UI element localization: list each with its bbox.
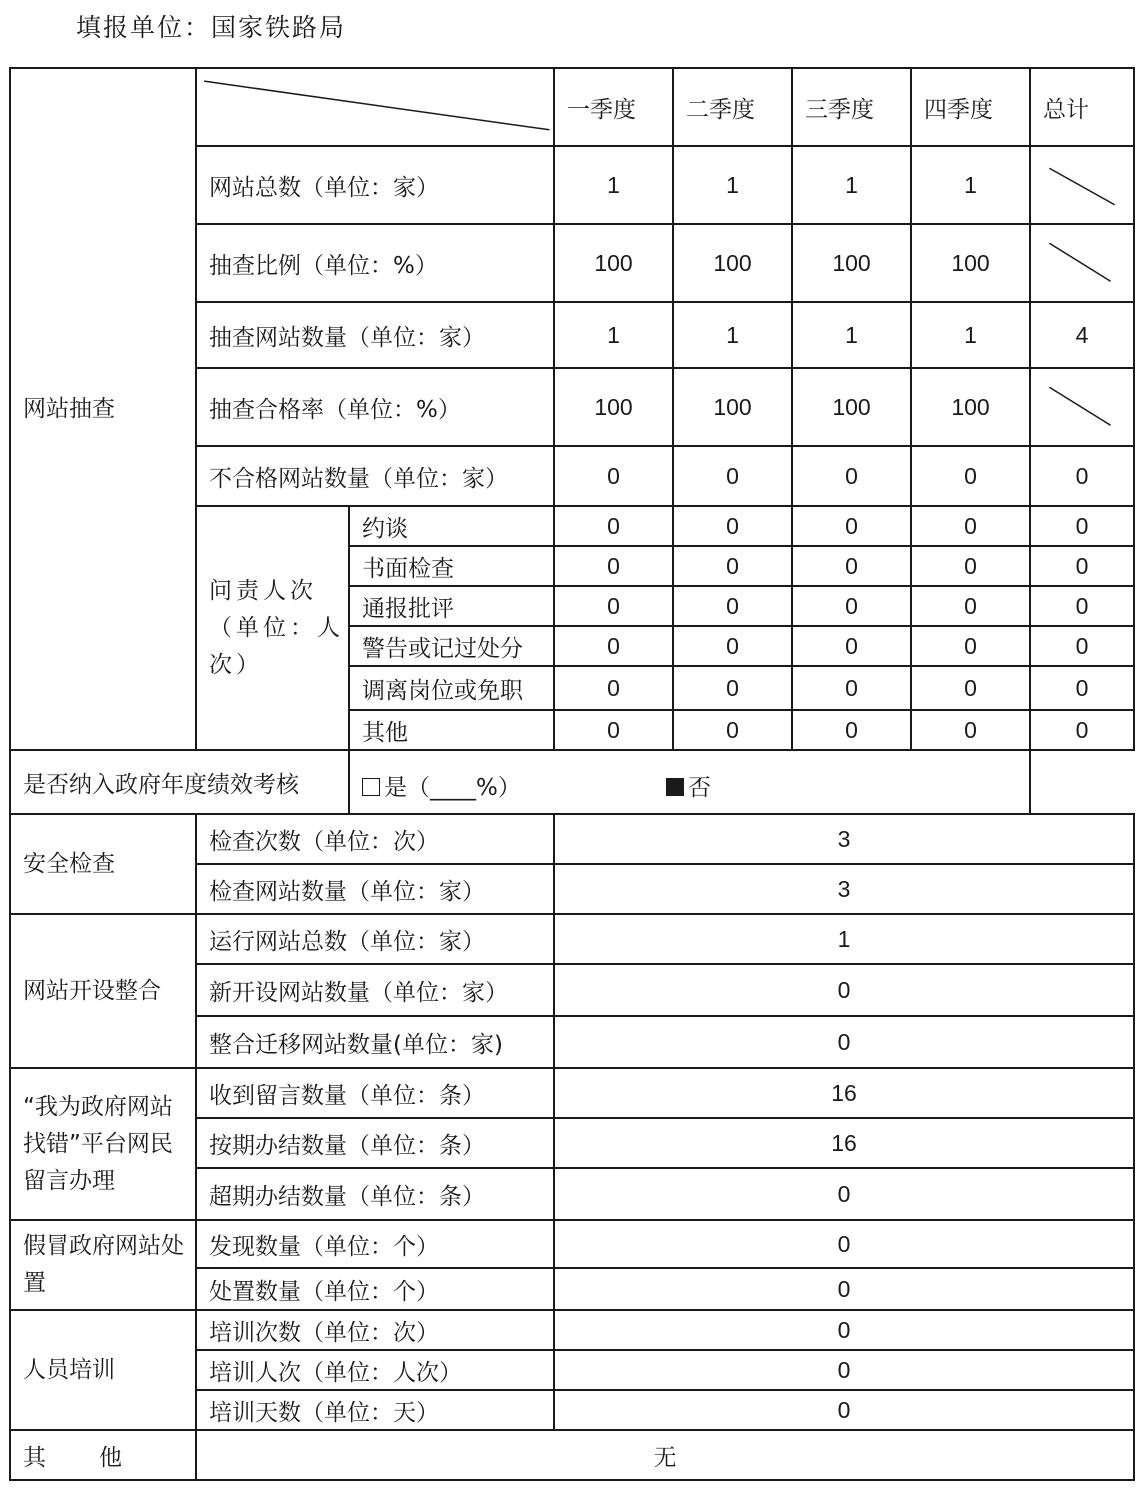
performance-row	[10, 750, 1134, 814]
cell-value: 0	[554, 1168, 1134, 1220]
cell-value: 0	[673, 506, 792, 546]
diagonal-line	[1031, 225, 1133, 301]
cell-value: 1	[792, 302, 911, 368]
cell-value: 100	[554, 224, 673, 302]
cell-value: 0	[554, 626, 673, 666]
cell-value: 0	[554, 1268, 1134, 1310]
row-label: 处置数量（单位：个）	[196, 1268, 554, 1310]
cell-value: 0	[1030, 506, 1134, 546]
cell-value: 0	[673, 546, 792, 586]
quarter-1-header: 一季度	[554, 68, 673, 146]
cell-value: 0	[792, 626, 911, 666]
cell-value: 0	[911, 586, 1030, 626]
cell-value: 0	[554, 1350, 1134, 1390]
other-value: 无	[196, 1430, 1134, 1480]
cell-value: 0	[673, 586, 792, 626]
performance-options	[349, 750, 1030, 814]
cell-value: 1	[673, 146, 792, 224]
header-diagonal-line	[197, 69, 553, 145]
cell-value: 0	[554, 1220, 1134, 1268]
row-label: 收到留言数量（单位：条）	[196, 1068, 554, 1118]
cell-value: 0	[554, 666, 673, 710]
report-table	[9, 67, 1135, 1481]
cell-value: 3	[554, 814, 1134, 864]
cell-value: 0	[1030, 446, 1134, 506]
row-label: 超期办结数量（单位：条）	[196, 1168, 554, 1220]
cell-value: 0	[911, 710, 1030, 750]
filler-unit: 填报单位：国家铁路局	[76, 13, 347, 42]
cell-value: 0	[792, 446, 911, 506]
row-label: 警告或记过处分	[349, 626, 554, 666]
row-label: 运行网站总数（单位：家）	[196, 914, 554, 964]
cell-value: 100	[792, 224, 911, 302]
row-label: 不合格网站数量（单位：家）	[196, 446, 554, 506]
row-label: 其他	[349, 710, 554, 750]
cell-value: 0	[554, 506, 673, 546]
cell-value: 0	[1030, 626, 1134, 666]
cell-value: 1	[554, 914, 1134, 964]
cell-value: 0	[792, 666, 911, 710]
no-checkbox[interactable]	[666, 778, 684, 796]
cell-value: 0	[911, 626, 1030, 666]
cell-value: 0	[554, 546, 673, 586]
row-label: 新开设网站数量（单位：家）	[196, 964, 554, 1016]
cell-value: 100	[792, 368, 911, 446]
row-label: 抽查网站数量（单位：家）	[196, 302, 554, 368]
cell-value: 0	[554, 710, 673, 750]
cell-value: 1	[554, 302, 673, 368]
total-header: 总计	[1030, 68, 1134, 146]
row-label: 培训人次（单位：人次）	[196, 1350, 554, 1390]
section-training-label: 人员培训	[10, 1310, 196, 1430]
cell-value: 16	[554, 1068, 1134, 1118]
other-row	[10, 1430, 1134, 1480]
other-label-b: 他	[99, 1444, 122, 1471]
quarter-3-header: 三季度	[792, 68, 911, 146]
cell-value: 0	[554, 586, 673, 626]
cell-value: 100	[554, 368, 673, 446]
yes-text: 是（____%）	[384, 775, 521, 801]
cell-value: 1	[673, 302, 792, 368]
cell-value: 1	[911, 302, 1030, 368]
cell-value: 0	[554, 1390, 1134, 1430]
cell-value: 0	[792, 506, 911, 546]
row-label: 培训次数（单位：次）	[196, 1310, 554, 1350]
diagonal-line	[1031, 369, 1133, 445]
other-label-a: 其	[23, 1444, 46, 1471]
cell-value: 16	[554, 1118, 1134, 1168]
row-label: 整合迁移网站数量(单位：家)	[196, 1016, 554, 1068]
cell-value: 0	[673, 626, 792, 666]
cell-value: 0	[1030, 710, 1134, 750]
yes-checkbox[interactable]	[362, 778, 380, 796]
row-label: 发现数量（单位：个）	[196, 1220, 554, 1268]
row-label: 抽查合格率（单位：%）	[196, 368, 554, 446]
cell-value: 100	[911, 224, 1030, 302]
quarter-2-header: 二季度	[673, 68, 792, 146]
row-label: 抽查比例（单位：%）	[196, 224, 554, 302]
performance-yes-option[interactable]	[362, 769, 521, 802]
cell-value: 0	[554, 1016, 1134, 1068]
table-row	[10, 1068, 1134, 1118]
cell-value: 1	[911, 146, 1030, 224]
cell-value: 0	[911, 506, 1030, 546]
table-row	[10, 914, 1134, 964]
total-diagonal-cell	[1030, 368, 1134, 446]
cell-value: 0	[554, 446, 673, 506]
cell-value: 4	[1030, 302, 1134, 368]
cell-value: 0	[792, 546, 911, 586]
cell-value: 1	[554, 146, 673, 224]
cell-value: 100	[673, 224, 792, 302]
cell-value: 1	[792, 146, 911, 224]
total-diagonal-cell	[1030, 146, 1134, 224]
row-label: 培训天数（单位：天）	[196, 1390, 554, 1430]
row-label: 按期办结数量（单位：条）	[196, 1118, 554, 1168]
cell-value: 100	[911, 368, 1030, 446]
row-label: 书面检查	[349, 546, 554, 586]
table-row	[10, 1310, 1134, 1350]
cell-value: 0	[911, 446, 1030, 506]
row-label: 网站总数（单位：家）	[196, 146, 554, 224]
section-setup-label: 网站开设整合	[10, 914, 196, 1068]
row-label: 约谈	[349, 506, 554, 546]
row-label: 检查网站数量（单位：家）	[196, 864, 554, 914]
header-row	[10, 68, 1134, 146]
cell-value: 0	[911, 666, 1030, 710]
cell-value: 0	[792, 586, 911, 626]
section-security-label: 安全检查	[10, 814, 196, 914]
cell-value: 3	[554, 864, 1134, 914]
cell-value: 100	[673, 368, 792, 446]
diagonal-line	[1031, 147, 1133, 223]
header-diagonal-cell	[196, 68, 554, 146]
no-text: 否	[688, 775, 711, 801]
row-label: 调离岗位或免职	[349, 666, 554, 710]
accountability-label: 问责人次（单位：人次）	[196, 506, 349, 750]
performance-no-option[interactable]	[666, 769, 711, 802]
table-row	[10, 814, 1134, 864]
cell-value: 0	[1030, 546, 1134, 586]
cell-value: 0	[1030, 586, 1134, 626]
quarter-4-header: 四季度	[911, 68, 1030, 146]
performance-label: 是否纳入政府年度绩效考核	[10, 750, 349, 814]
cell-value: 0	[1030, 666, 1134, 710]
section-errors-label: “我为政府网站找错”平台网民留言办理	[10, 1068, 196, 1220]
section-fake-label: 假冒政府网站处置	[10, 1220, 196, 1310]
total-diagonal-cell	[1030, 224, 1134, 302]
cell-value: 0	[554, 964, 1134, 1016]
cell-value: 0	[673, 666, 792, 710]
cell-value: 0	[792, 710, 911, 750]
other-label	[10, 1430, 196, 1480]
row-label: 通报批评	[349, 586, 554, 626]
row-label: 检查次数（单位：次）	[196, 814, 554, 864]
section-inspection-label: 网站抽查	[10, 68, 196, 750]
cell-value: 0	[673, 710, 792, 750]
cell-value: 0	[911, 546, 1030, 586]
cell-value: 0	[673, 446, 792, 506]
table-row	[10, 1220, 1134, 1268]
cell-value: 0	[554, 1310, 1134, 1350]
